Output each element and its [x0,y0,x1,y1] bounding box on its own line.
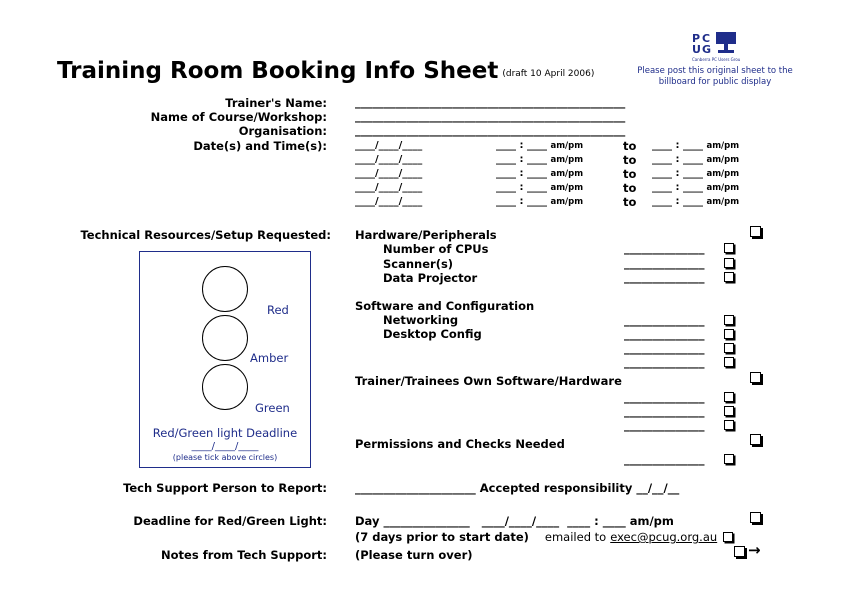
own-software-item-checkbox[interactable] [724,406,734,416]
to-label: to [623,195,637,209]
notes-label: Notes from Tech Support: [161,548,327,562]
prior-note: (7 days prior to start date) [355,530,529,544]
permissions-checkbox[interactable] [750,434,761,445]
deadline-date-blank[interactable]: ____/____/____ [191,441,259,452]
scanners-blank[interactable]: ______________ [624,256,705,270]
date-blank[interactable]: ____/____/____ [355,154,423,165]
own-software-checkbox[interactable] [750,372,761,383]
logo-letter-u: U [692,43,701,56]
date-blank[interactable]: ____/____/____ [355,196,423,207]
organisation-label: Organisation: [238,124,327,138]
trainer-name-blank[interactable]: _______________________________________________ [355,95,626,109]
organisation-blank[interactable]: _______________________________________________ [355,123,626,137]
posting-notice: Please post this original sheet to the billboard for public display [637,66,793,87]
own-software-blank[interactable]: ______________ [624,390,705,404]
networking-checkbox[interactable] [724,315,734,325]
technical-resources-label: Technical Resources/Setup Requested: [80,228,331,242]
own-software-blank[interactable]: ______________ [624,418,705,432]
software-extra-blank[interactable]: ______________ [624,355,705,369]
projector-checkbox[interactable] [724,272,734,282]
traffic-light-panel [139,251,311,468]
permissions-heading: Permissions and Checks Needed [355,437,565,451]
to-label: to [623,167,637,181]
emailed-to-label: emailed to [544,530,607,544]
cpus-label: Number of CPUs [383,242,489,256]
end-time-blank[interactable]: ____ : ____ am/pm [652,182,740,193]
to-label: to [623,153,637,167]
deadline-day-blank[interactable]: Day _______________ ____/____/____ ____ : ____ am/pm [355,514,674,528]
course-name-label: Name of Course/Workshop: [150,110,327,124]
software-extra-checkbox[interactable] [724,343,734,353]
permissions-blank[interactable]: ______________ [624,452,705,466]
logo-caption: Canberra PC Users Group [692,57,740,62]
deadline-label: Deadline for Red/Green Light: [133,514,327,528]
start-time-blank[interactable]: ____ : ____ am/pm [496,140,584,151]
arrow-right-icon: → [748,541,761,559]
projector-label: Data Projector [383,271,478,285]
networking-label: Networking [383,313,459,327]
to-label: to [623,139,637,153]
red-label: Red [267,303,289,317]
cpus-blank[interactable]: ______________ [624,241,705,255]
projector-blank[interactable]: ______________ [624,270,705,284]
own-software-item-checkbox[interactable] [724,420,734,430]
desktop-config-label: Desktop Config [383,327,482,341]
start-time-blank[interactable]: ____ : ____ am/pm [496,168,584,179]
title-text: Training Room Booking Info Sheet [57,58,499,84]
tick-note: (please tick above circles) [172,453,278,462]
cpus-checkbox[interactable] [724,243,734,253]
end-time-blank[interactable]: ____ : ____ am/pm [652,196,740,207]
logo-letter-p: P [692,32,701,45]
email-checkbox[interactable] [723,532,733,542]
amber-label: Amber [250,351,289,365]
software-extra-checkbox[interactable] [724,357,734,367]
turn-over-note: (Please turn over) [355,548,473,562]
hardware-heading: Hardware/Peripherals [355,228,497,242]
to-label: to [623,181,637,195]
start-time-blank[interactable]: ____ : ____ am/pm [496,182,584,193]
deadline-label: Red/Green light Deadline [152,426,298,440]
end-time-blank[interactable]: ____ : ____ am/pm [652,154,740,165]
trainer-name-label: Trainer's Name: [225,96,327,110]
date-blank[interactable]: ____/____/____ [355,182,423,193]
own-software-item-checkbox[interactable] [724,392,734,402]
red-light-circle[interactable] [202,266,248,312]
own-software-heading: Trainer/Trainees Own Software/Hardware [355,374,622,388]
green-light-circle[interactable] [202,364,248,410]
start-time-blank[interactable]: ____ : ____ am/pm [496,196,584,207]
end-time-blank[interactable]: ____ : ____ am/pm [652,140,740,151]
own-software-blank[interactable]: ______________ [624,404,705,418]
scanners-label: Scanner(s) [383,257,454,271]
software-heading: Software and Configuration [355,299,535,313]
tech-support-blank[interactable]: _____________________ [355,481,476,495]
end-time-blank[interactable]: ____ : ____ am/pm [652,168,740,179]
hardware-checkbox[interactable] [750,226,761,237]
email-link[interactable]: exec@pcug.org.au [610,530,718,544]
green-label: Green [255,401,290,415]
page-title [57,58,594,84]
software-extra-blank[interactable]: ______________ [624,341,705,355]
logo-letter-g: G [702,43,712,56]
scanners-checkbox[interactable] [724,258,734,268]
date-blank[interactable]: ____/____/____ [355,140,423,151]
deadline-checkbox[interactable] [750,512,761,523]
permissions-item-checkbox[interactable] [724,454,734,464]
date-times-label: Date(s) and Time(s): [193,139,327,153]
start-time-blank[interactable]: ____ : ____ am/pm [496,154,584,165]
amber-light-circle[interactable] [202,315,248,361]
deadline-prior-line [355,530,717,544]
logo-letter-c: C [702,32,711,45]
desktop-config-checkbox[interactable] [724,329,734,339]
tech-support-line [355,481,679,495]
desktop-config-blank[interactable]: ______________ [624,327,705,341]
notes-checkbox[interactable] [734,546,745,557]
networking-blank[interactable]: ______________ [624,313,705,327]
accepted-responsibility[interactable]: Accepted responsibility __/__/__ [479,481,680,495]
tech-support-label: Tech Support Person to Report: [123,481,327,495]
course-name-blank[interactable]: _______________________________________________ [355,109,626,123]
draft-note: (draft 10 April 2006) [502,69,595,79]
pcug-logo [690,30,740,64]
date-blank[interactable]: ____/____/____ [355,168,423,179]
